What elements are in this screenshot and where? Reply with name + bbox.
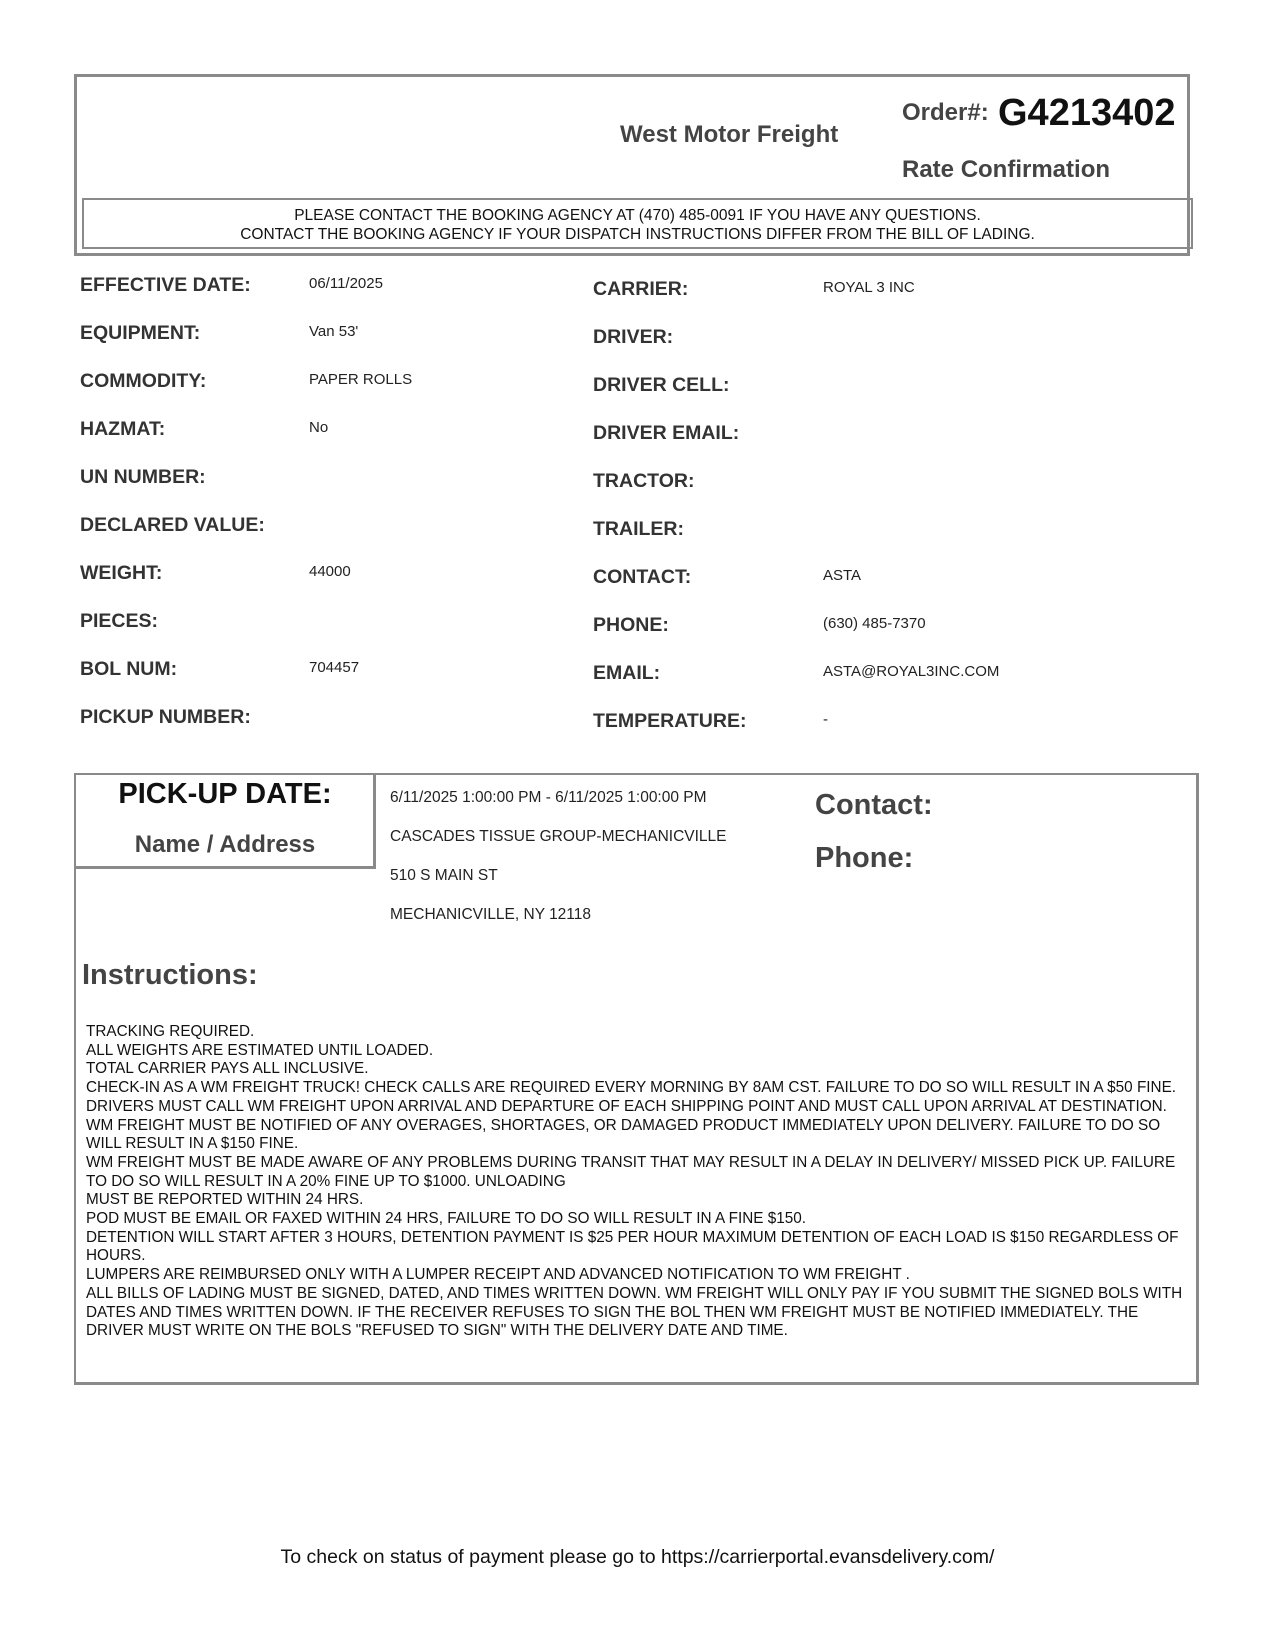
instruction-line: ALL WEIGHTS ARE ESTIMATED UNTIL LOADED. — [86, 1041, 434, 1059]
instruction-line: CHECK-IN AS A WM FREIGHT TRUCK! CHECK CALLS ARE REQUIRED EVERY MORNING BY 8AM CST. FAILURE TO DO SO WILL RESULT IN A $50 FINE. — [86, 1079, 1177, 1097]
instruction-line: TOTAL CARRIER PAYS ALL INCLUSIVE. — [86, 1060, 369, 1078]
instruction-line: ALL BILLS OF LADING MUST BE SIGNED, DATED, AND TIMES WRITTEN DOWN. WM FREIGHT WILL ONLY PAY IF YOU SUBMIT THE SIGNED BOLS WITH DATES AND TIMES WRITTEN DOWN. IF THE RECEIVER REFUSES TO SIGN THE BOL THEN WM FREIGHT MUST BE NOTIFIED IMMEDIATELY. THE DRIVER MUST WRITE ON THE BOLS "REFUSED TO SIGN" WITH THE DELIVERY DATE AND TIME. — [86, 1284, 1183, 1340]
trailer-label: TRAILER: — [593, 518, 684, 540]
tractor-label: TRACTOR: — [593, 470, 695, 492]
un-number-label: UN NUMBER: — [80, 466, 206, 488]
pickup-city: MECHANICVILLE, NY 12118 — [390, 906, 592, 923]
order-number: G4213402 — [998, 92, 1176, 134]
instructions-text — [86, 1023, 1190, 1341]
instruction-line: TRACKING REQUIRED. — [86, 1023, 255, 1040]
name-address-label: Name / Address — [134, 831, 316, 858]
contact-label: CONTACT: — [593, 566, 692, 588]
hazmat-value: No — [309, 419, 329, 436]
driver-label: DRIVER: — [593, 326, 674, 348]
instruction-line: WM FREIGHT MUST BE MADE AWARE OF ANY PROBLEMS DURING TRANSIT THAT MAY RESULT IN A DELAY IN DELIVERY/ MISSED PICK UP. FAILURE TO DO SO WILL RESULT IN A 20% FINE UP TO $1000. UNLOADING — [86, 1153, 1176, 1190]
instruction-line: WM FREIGHT MUST BE NOTIFIED OF ANY OVERAGES, SHORTAGES, OR DAMAGED PRODUCT IMMEDIATELY UPON DELIVERY. FAILURE TO DO SO WILL RESULT IN A $150 FINE. — [86, 1116, 1161, 1153]
notice-line-2: CONTACT THE BOOKING AGENCY IF YOUR DISPATCH INSTRUCTIONS DIFFER FROM THE BILL OF LADING. — [240, 226, 1035, 243]
instruction-line: DETENTION WILL START AFTER 3 HOURS, DETENTION PAYMENT IS $25 PER HOUR MAXIMUM DETENTION OF EACH LOAD IS $150 REGARDLESS OF HOURS. — [86, 1228, 1179, 1265]
email-value: ASTA@ROYAL3INC.COM — [823, 663, 1000, 680]
pieces-label: PIECES: — [80, 610, 159, 632]
weight-label: WEIGHT: — [80, 562, 163, 584]
temperature-label: TEMPERATURE: — [593, 710, 747, 732]
carrier-label: CARRIER: — [593, 278, 689, 300]
carrier-value: ROYAL 3 INC — [823, 279, 915, 296]
commodity-value: PAPER ROLLS — [309, 371, 413, 388]
instruction-line: LUMPERS ARE REIMBURSED ONLY WITH A LUMPER RECEIPT AND ADVANCED NOTIFICATION TO WM FREIGHT . — [86, 1266, 910, 1284]
instruction-line: POD MUST BE EMAIL OR FAXED WITHIN 24 HRS, FAILURE TO DO SO WILL RESULT IN A FINE $150. — [86, 1210, 806, 1228]
bol-num-label: BOL NUM: — [80, 658, 178, 680]
pickup-date-range: 6/11/2025 1:00:00 PM - 6/11/2025 1:00:00 PM — [390, 789, 707, 806]
document-type: Rate Confirmation — [902, 156, 1111, 183]
payment-status-footer: To check on status of payment please go to https://carrierportal.evansdelivery.com/ — [280, 1546, 995, 1568]
company-name: West Motor Freight — [620, 121, 839, 148]
order-label: Order#: — [902, 99, 989, 126]
temperature-value: - — [823, 711, 828, 728]
pickup-date-label: PICK-UP DATE: — [118, 778, 332, 810]
instruction-line: MUST BE REPORTED WITHIN 24 HRS. — [86, 1191, 364, 1209]
pickup-phone-label: Phone: — [815, 842, 914, 874]
hazmat-label: HAZMAT: — [80, 418, 166, 440]
equipment-label: EQUIPMENT: — [80, 322, 201, 344]
pickup-name: CASCADES TISSUE GROUP-MECHANICVILLE — [390, 828, 727, 845]
equipment-value: Van 53' — [309, 323, 359, 340]
pickup-contact-label: Contact: — [815, 789, 933, 821]
effective-date-label: EFFECTIVE DATE: — [80, 274, 251, 296]
booking-notice — [82, 198, 1193, 249]
instruction-line: DRIVERS MUST CALL WM FREIGHT UPON ARRIVAL AND DEPARTURE OF EACH SHIPPING POINT AND MUST CALL UPON ARRIVAL AT DESTINATION. — [86, 1097, 1167, 1115]
driver-email-label: DRIVER EMAIL: — [593, 422, 740, 444]
declared-value-label: DECLARED VALUE: — [80, 514, 265, 536]
instructions-label: Instructions: — [82, 959, 258, 991]
phone-label: PHONE: — [593, 614, 669, 636]
phone-value: (630) 485-7370 — [823, 615, 926, 632]
contact-value: ASTA — [823, 567, 862, 584]
effective-date-value: 06/11/2025 — [309, 275, 383, 292]
commodity-label: COMMODITY: — [80, 370, 207, 392]
pickup-street: 510 S MAIN ST — [390, 867, 498, 884]
driver-cell-label: DRIVER CELL: — [593, 374, 730, 396]
bol-num-value: 704457 — [309, 659, 360, 676]
weight-value: 44000 — [309, 563, 351, 580]
pickup-number-label: PICKUP NUMBER: — [80, 706, 251, 728]
notice-line-1: PLEASE CONTACT THE BOOKING AGENCY AT (470) 485-0091 IF YOU HAVE ANY QUESTIONS. — [294, 207, 981, 224]
email-label: EMAIL: — [593, 662, 661, 684]
